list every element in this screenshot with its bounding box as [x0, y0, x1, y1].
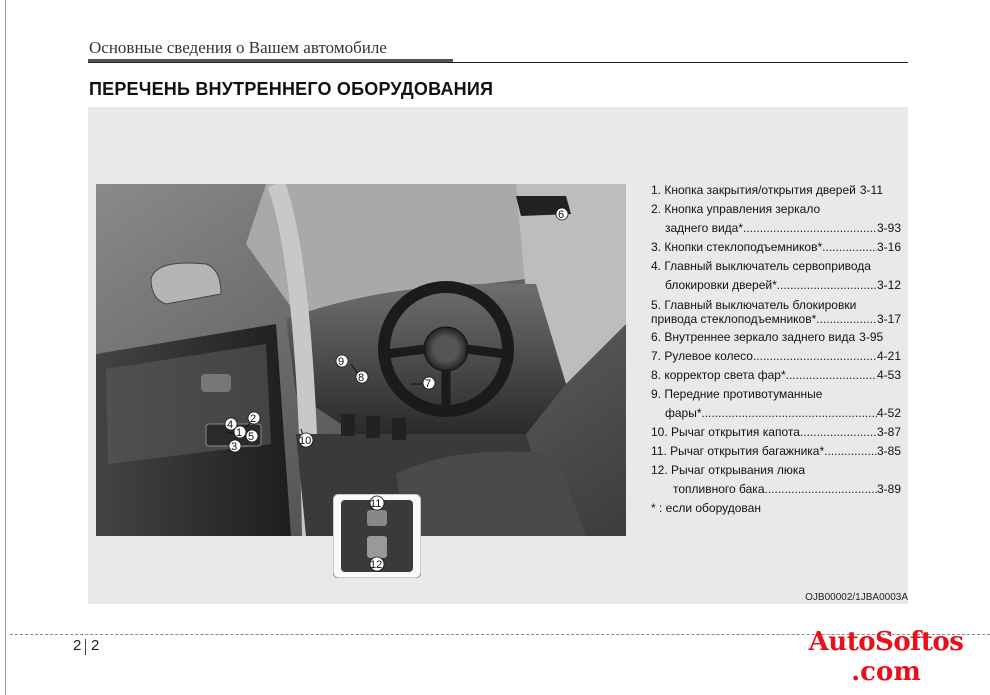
pedal-shape: [392, 418, 406, 440]
legend-item-4: 4. Главный выключатель сервопривода: [651, 259, 871, 273]
svg-text:7: 7: [425, 378, 432, 390]
legend-item-7: 7. Рулевое колесо ..... 4-21: [651, 347, 901, 366]
page-number: [73, 637, 100, 654]
steering-hub-shape: [424, 327, 468, 371]
page-title: ПЕРЕЧЕНЬ ВНУТРЕННЕГО ОБОРУДОВАНИЯ: [89, 79, 494, 99]
legend-item-3: 3. Кнопки стеклоподъемников* ..... 3-16: [651, 238, 901, 257]
figure-code: OJB00002/1JBA0003A: [805, 592, 908, 603]
legend-item-5: 5. Главный выключатель блокировки: [651, 298, 857, 312]
trunk-lever-shape: [367, 510, 387, 526]
svg-text:11: 11: [370, 498, 382, 510]
equipment-legend: [651, 181, 901, 518]
legend-item-11: 11. Рычаг открытия багажника* ..... 3-85: [651, 442, 901, 461]
legend-item-10: 10. Рычаг открытия капота ..... 3-87: [651, 423, 901, 442]
watermark-line-1: AutoSoftos: [808, 627, 964, 657]
left-margin-rule: [5, 0, 6, 695]
legend-item-6: 6. Внутреннее зеркало заднего вида 3-95: [651, 330, 884, 344]
svg-text:3: 3: [231, 441, 238, 453]
header-rule: [88, 62, 908, 63]
car-interior-illustration: [96, 184, 626, 536]
lever-inset-illustration: [333, 494, 421, 578]
svg-text:9: 9: [338, 356, 345, 368]
seat-shape: [396, 452, 586, 537]
page-number-separator: [85, 639, 86, 655]
legend-item-2-cont: заднего вида* ..... 3-93: [651, 219, 901, 238]
legend-item-9-cont: фары* ..... 4-52: [651, 404, 901, 423]
legend-item-4-cont: блокировки дверей* ..... 3-12: [651, 276, 901, 295]
svg-text:5: 5: [248, 431, 255, 443]
pedal-shape: [341, 414, 355, 436]
legend-item-12-cont: топливного бака ..... 3-89: [651, 480, 901, 499]
svg-text:10: 10: [299, 435, 312, 447]
page-number-page: 2: [91, 637, 100, 654]
legend-item-12: 12. Рычаг открывания люка: [651, 463, 806, 477]
legend-item-5-cont: привода стеклоподъемников* ..... 3-17: [651, 312, 901, 326]
fuel-lever-shape: [367, 536, 387, 558]
svg-text:2: 2: [250, 413, 257, 425]
door-handle-shape: [201, 374, 231, 392]
legend-footnote: * : если оборудован: [651, 501, 761, 515]
svg-text:8: 8: [358, 372, 365, 384]
legend-item-9: 9. Передние противотуманные: [651, 387, 823, 401]
callout-10: [299, 433, 313, 447]
pedal-shape: [366, 416, 380, 438]
legend-item-1: 1. Кнопка закрытия/открытия дверей 3-11: [651, 183, 884, 197]
callout-11: [370, 496, 384, 510]
svg-text:4: 4: [227, 419, 234, 431]
svg-text:1: 1: [236, 427, 243, 439]
watermark-logo: [786, 627, 986, 687]
legend-item-8: 8. корректор света фар* ..... 4-53: [651, 366, 901, 385]
svg-text:12: 12: [370, 559, 383, 571]
callout-12: [370, 557, 384, 571]
page-number-section: 2: [73, 637, 82, 654]
watermark-line-2: .com: [851, 657, 921, 687]
svg-text:6: 6: [558, 209, 565, 221]
section-title: Основные сведения о Вашем автомобиле: [89, 38, 387, 57]
legend-item-2: 2. Кнопка управления зеркало: [651, 202, 821, 216]
